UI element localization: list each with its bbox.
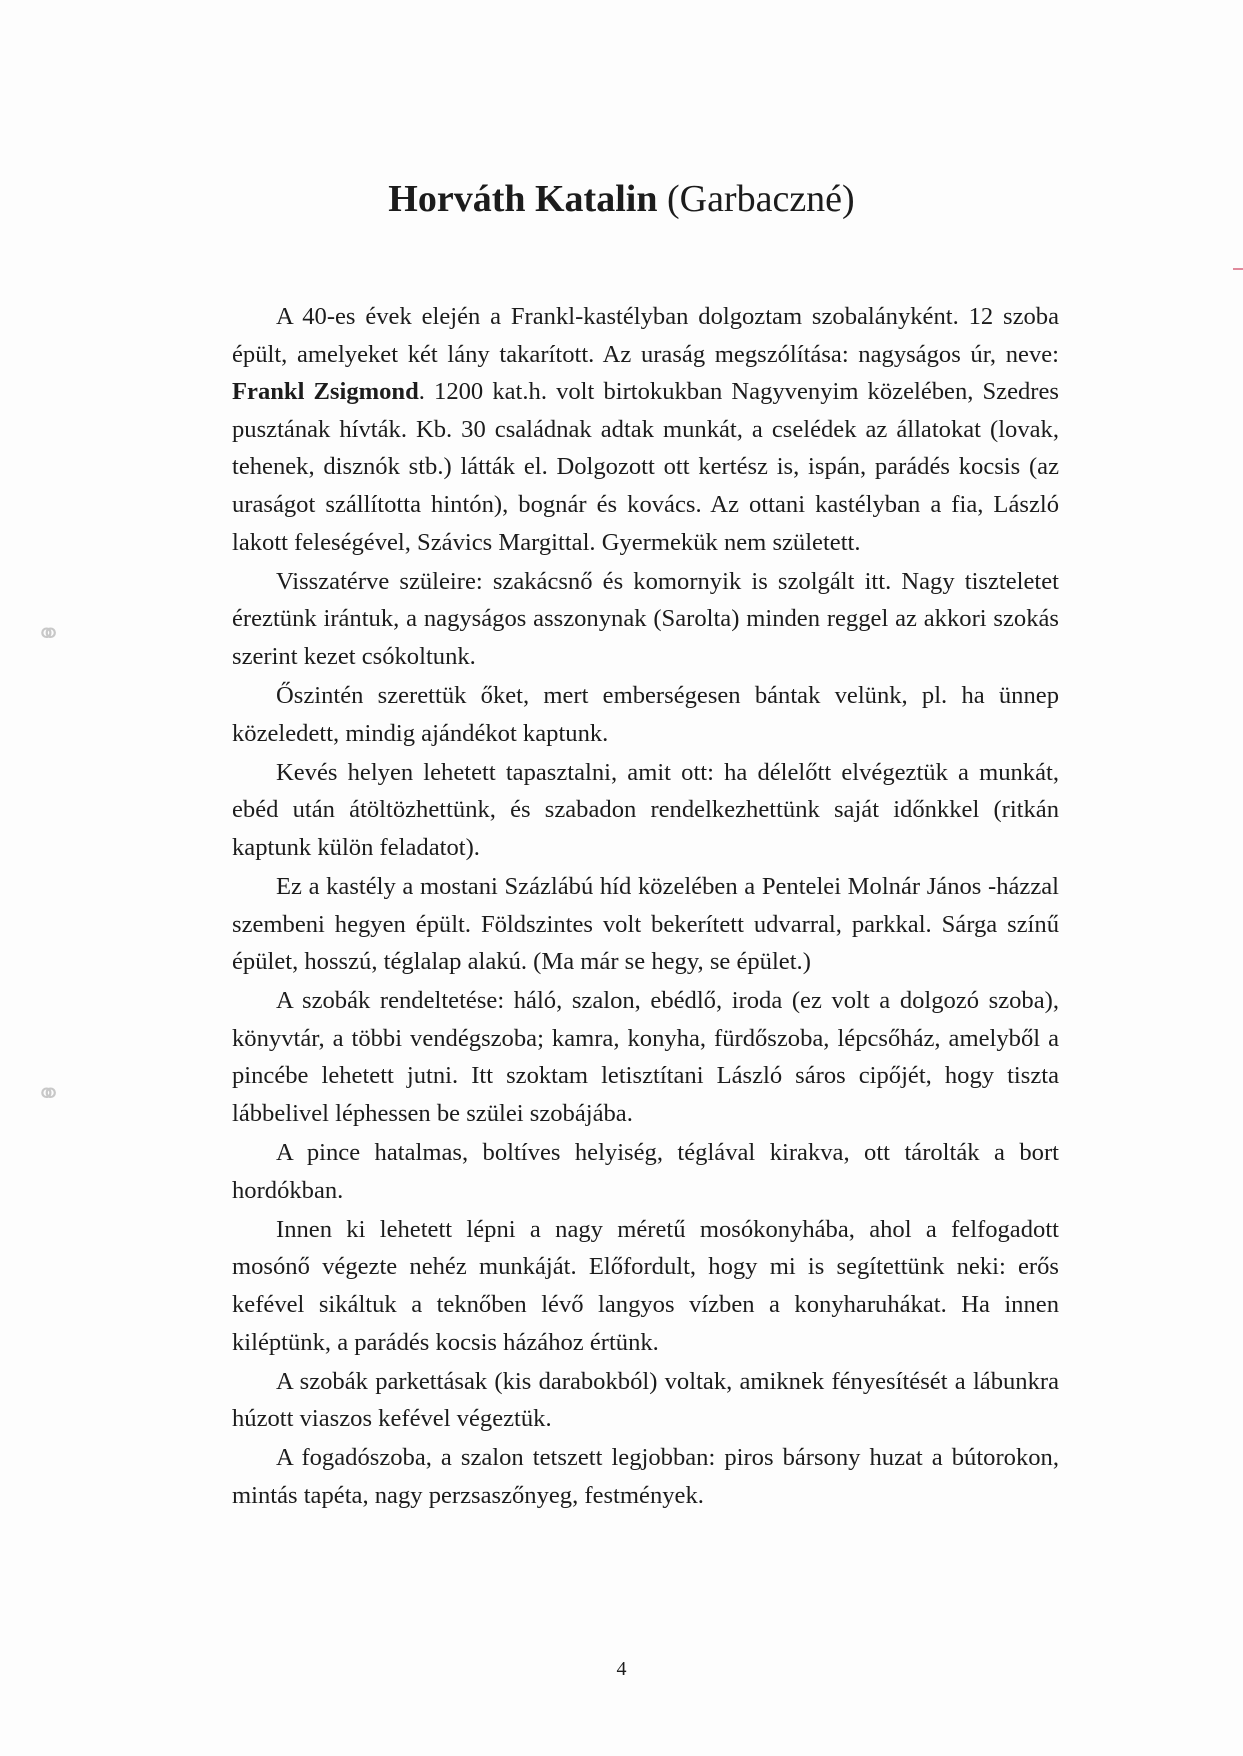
paragraph-1-start: A 40-es évek elején a Frankl-kastélyban dolgoztam szobalányként. 12 szoba épült, amelyeket két lány takarított. Az uraság megszólítása: nagyságos úr, neve: [232, 303, 1059, 368]
paragraph-9: A szobák parkettásak (kis darabokból) voltak, amiknek fényesítését a lábunkra húzott viaszos kefével végeztük. [232, 1367, 1059, 1433]
paragraph-1-bold-name: Frankl Zsigmond [232, 378, 419, 406]
punch-hole-mark-icon: ⚭ [36, 618, 62, 651]
paragraph-2: Visszatérve szüleire: szakácsnő és komornyik is szolgált itt. Nagy tiszteletet éreztünk irántuk, a nagyságos asszonynak (Sarolta) minden reggel az akkori szokás szerint kezet csókoltunk. [232, 567, 1059, 670]
page-number: 4 [616, 1658, 627, 1680]
paragraph-3: Őszintén szerettük őket, mert emberségesen bántak velünk, pl. ha ünnep közeledett, mindig ajándékot kaptunk. [232, 681, 1059, 747]
page-title [0, 176, 1243, 222]
paragraph-8: Innen ki lehetett lépni a nagy méretű mosókonyhába, ahol a felfogadott mosónő végezte nehéz munkáját. Előfordult, hogy mi is segítettünk neki: erős kefével sikáltuk a teknőben lévő langyos vízben a konyharuhákat. Ha innen kiléptünk, a parádés kocsis házához értünk. [232, 1215, 1059, 1356]
paragraph-10: A fogadószoba, a szalon tetszett legjobban: piros bársony huzat a bútorokon, mintás tapéta, nagy perzsaszőnyeg, festmények. [232, 1444, 1059, 1509]
paragraph-5: Ez a kastély a mostani Százlábú híd közelében a Pentelei Molnár János -házzal szembeni hegyen épült. Földszintes volt bekerített udvarral, parkkal. Sárga színű épület, hosszú, téglalap alakú. (Ma már se hegy, se épület.) [232, 872, 1059, 976]
body-text [232, 298, 1059, 1516]
paragraph-1-end: . 1200 kat.h. volt birtokukban Nagyvenyim közelében, Szedres pusztának hívták. Kb. 30 családnak adtak munkát, a cselédek az állatokat (lovak, tehenek, disznók stb.) látták el. Dolgozott ott kertész is, ispán, parádés kocsis (az uraságot szállította hintón), bognár és kovács. Az ottani kastélyban a fia, László lakott feleségével, Szávics Margittal. Gyermekük nem született. [232, 378, 1059, 556]
punch-hole-mark-icon: ⚭ [36, 1078, 62, 1111]
paragraph-4: Kevés helyen lehetett tapasztalni, amit ott: ha délelőtt elvégeztük a munkát, ebéd után átöltözhettünk, és szabadon rendelkezhettünk saját időnkkel (ritkán kaptunk külön feladatot). [232, 758, 1059, 861]
paragraph-7: A pince hatalmas, boltíves helyiség, téglával kirakva, ott tárolták a bort hordókban. [232, 1139, 1059, 1204]
title-name: Horváth Katalin [388, 178, 658, 220]
title-maiden-name: (Garbaczné) [666, 178, 855, 220]
paragraph-6: A szobák rendeltetése: háló, szalon, ebédlő, iroda (ez volt a dolgozó szoba), könyvtár, a többi vendégszoba; kamra, konyha, fürdőszoba, lépcsőház, amelyből a pincébe lehetett jutni. Itt szoktam letisztítani László sáros cipőjét, hogy tiszta lábbelivel léphessen be szülei szobájába. [232, 987, 1059, 1127]
paragraph-1 [232, 298, 1059, 561]
edge-scan-mark [1233, 268, 1243, 270]
